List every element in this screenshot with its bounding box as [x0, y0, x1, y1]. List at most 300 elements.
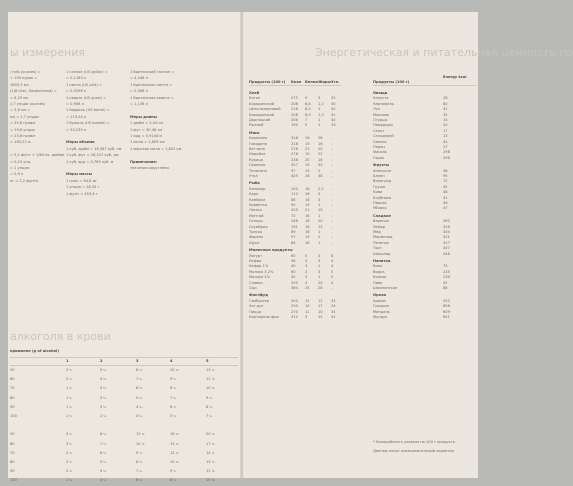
bac-cell: 10 ч. — [136, 441, 145, 446]
nutrition2-cell: Арахис — [373, 298, 387, 303]
bac-header: 3 — [136, 359, 139, 363]
nutrition2-cell: 235 — [443, 269, 450, 274]
bac-title: алкоголя в крови — [10, 330, 111, 343]
nutrition2-cell: Коньяк — [373, 275, 387, 280]
nutrition-cell: 205 — [291, 208, 298, 213]
bac-cell: 5 ч. — [136, 395, 143, 400]
nutrition-cell: 1 — [318, 213, 321, 218]
bac-cell: 7 ч. — [170, 395, 177, 400]
nutrition-cell: 1,3 — [318, 101, 324, 106]
bac-cell: 14 ч. — [206, 450, 215, 455]
nutrition-cell: 1 — [318, 264, 321, 269]
bac-cell: 2 ч. — [100, 414, 107, 418]
nutrition2-cell: 304 — [443, 230, 450, 234]
unit-line: мл = 1,7 унции — [10, 114, 39, 119]
nutrition-cell: Ветчина — [249, 147, 265, 151]
bac-cell: 9 ч. — [170, 377, 177, 382]
nutrition2-cell: Вино — [373, 264, 383, 269]
nutrition-cell: - — [331, 192, 333, 197]
nutrition2-cell: 46 — [443, 201, 448, 205]
nutrition-cell: 218 — [291, 141, 298, 146]
nutrition-cell: - — [331, 208, 333, 213]
nutrition-cell: 4 — [331, 280, 334, 285]
bac-cell: 3 ч. — [66, 432, 73, 437]
bac-cell: 80 — [10, 395, 15, 400]
nutrition2-cell: Апельсин — [373, 168, 392, 173]
nutrition-cell: 275 — [291, 96, 298, 101]
nutrition-cell: - — [331, 203, 333, 207]
nutrition-cell: 16 — [305, 230, 310, 234]
unit-line: 1 гран = 64,8 мг — [66, 178, 98, 183]
left-page — [8, 12, 243, 483]
bac-cell: 1 ч. — [66, 386, 73, 391]
nutrition2-cell: 14 — [443, 118, 448, 122]
unit-line: 1 баррель (US barrel) = — [66, 108, 110, 113]
nutrition-cell: 33 — [331, 123, 336, 128]
bac-cell: 7 ч. — [136, 377, 143, 382]
nutrition-cell: 5 — [305, 123, 308, 128]
unit-line: = 0,1183 л — [66, 76, 87, 81]
nutrition2-cell: 42 — [443, 280, 448, 285]
nutrition-cell: - — [331, 147, 333, 151]
nutrition2-cell: 321 — [443, 235, 450, 240]
nutrition-cell: 405 — [291, 174, 298, 178]
nutrition-cell: - — [331, 136, 333, 141]
nutrition2-cell: Сельдерей — [373, 134, 394, 139]
nutrition-cell: 33 — [318, 163, 323, 168]
bac-cell: 2 ч. — [66, 450, 73, 455]
nutrition2-cell: 47 — [443, 206, 448, 211]
nutrition2-header: Продукты (100 г) — [373, 80, 410, 84]
bac-cell: 20 ч. — [206, 432, 215, 437]
bac-cell: 6 ч. — [100, 450, 107, 455]
nutrition2-cell: 239 — [443, 275, 450, 280]
nutrition-cell: 69 — [291, 230, 296, 234]
nutrition2-section: Орехи — [373, 293, 386, 298]
nutrition-cell: 38 — [318, 174, 323, 178]
bac-cell: 11 ч. — [206, 469, 215, 474]
nutrition-cell: - — [331, 230, 333, 234]
nutrition-cell: 88 — [291, 197, 296, 202]
nutrition2-cell: Зефир — [373, 224, 386, 229]
nutrition-section: Фастфуд — [249, 293, 269, 298]
nutrition2-section: Фрукты — [373, 163, 390, 168]
bac-cell: 10 ч. — [170, 368, 179, 372]
nutrition-cell: 270 — [291, 309, 298, 314]
nutrition2-cell: Клубника — [373, 195, 392, 200]
nutrition-cell: 16 — [305, 174, 310, 178]
unit-line: = 0,568 л — [130, 89, 148, 94]
nutrition-cell: - — [331, 152, 333, 157]
nutrition-cell: Молоко 3,2% — [249, 269, 274, 274]
bac-cell: 8 ч. — [170, 386, 177, 391]
nutrition2-cell: 38 — [443, 168, 448, 173]
nutrition-cell: Сливки — [249, 280, 263, 285]
nutrition2-cell: 80 — [443, 101, 448, 106]
nutrition-cell: 19 — [305, 203, 310, 207]
footnote: * Калорийность указана на 100 г продукта — [373, 440, 455, 444]
bac-cell: 2 ч. — [66, 368, 73, 372]
nutrition2-cell: Персик — [373, 201, 387, 205]
nutrition-cell: 10 — [318, 309, 323, 314]
nutrition-cell: 41 — [331, 315, 336, 319]
nutrition-cell: 34 — [331, 309, 336, 314]
units-title: ы измерения — [10, 46, 85, 59]
nutrition-cell: 190 — [291, 123, 298, 128]
bac-cell: 2 ч. — [66, 377, 73, 382]
nutrition2-cell: 546 — [443, 251, 450, 256]
nutrition-cell: - — [331, 197, 333, 202]
nutrition-cell: 16 — [305, 136, 310, 141]
nutrition-cell: 360 — [291, 286, 298, 290]
nutrition2-cell: 609 — [443, 309, 450, 314]
unit-line: = 4,546 л — [130, 76, 148, 81]
unit-line: = 6,25 мл — [10, 95, 29, 100]
nutrition-cell: 25 — [305, 286, 310, 290]
nutrition-cell: 3 — [305, 259, 308, 263]
bac-cell: 8 ч. — [206, 404, 213, 409]
nutrition2-section: Напитки — [373, 259, 391, 263]
nutrition-header: Ккал — [291, 80, 302, 84]
unit-line: = 19,6 унции — [10, 127, 35, 132]
unit-line: 1 пинта (US pint) = — [66, 82, 102, 87]
nutrition-cell: - — [331, 213, 333, 218]
nutrition-cell: 40 — [291, 264, 296, 269]
unit-line: 1 кварта (US quart) = — [66, 95, 107, 100]
nutrition2-cell: Морковь — [373, 112, 390, 117]
nutrition-cell: 1 — [318, 240, 321, 245]
nutrition-cell: 3 — [318, 197, 321, 202]
nutrition-cell: 18 — [305, 224, 310, 229]
nutrition2-cell: 88 — [443, 286, 448, 290]
nutrition-cell: 52 — [331, 96, 336, 101]
unit-line: 1 куб. фут = 28,317 куб. дм — [66, 153, 119, 158]
nutrition2-cell: 407 — [443, 246, 450, 251]
nutrition-cell: 2,2 — [318, 186, 324, 191]
nutrition-cell: Минтай — [249, 213, 264, 218]
nutrition-cell: 28 — [318, 136, 323, 141]
nutrition2-cell: Капуста — [373, 96, 389, 101]
nutrition2-cell: 651 — [443, 315, 450, 319]
nutrition-cell: 28 — [318, 286, 323, 290]
nutrition-cell: - — [331, 141, 333, 146]
nutrition2-cell: Груша — [373, 184, 386, 189]
nutrition2-cell: Фасоль — [373, 150, 387, 155]
nutrition-cell: - — [331, 224, 333, 229]
nutrition-header: Белки — [305, 80, 318, 84]
unit-line: = 119,24 л — [66, 114, 87, 119]
nutrition2-cell: 42 — [443, 139, 448, 144]
table-rule — [10, 365, 238, 366]
nutrition-cell: Батон — [249, 96, 261, 101]
footnote: Данные носят ознакомительный характер — [373, 449, 454, 453]
nutrition2-cell: 48 — [443, 190, 448, 195]
nutrition2-cell: Шоколад — [373, 251, 391, 256]
unit-line: Меры объема — [66, 140, 95, 145]
nutrition-cell: Дарницкий — [249, 118, 271, 122]
nutrition-cell: Свинина — [249, 163, 266, 168]
nutrition-cell: 5 — [331, 275, 334, 280]
bac-cell: 4 ч. — [100, 478, 107, 483]
unit-line: 1 фут = 30,48 см — [130, 127, 163, 132]
nutrition-cell: - — [331, 157, 333, 162]
nutrition-cell: 15 — [318, 315, 323, 319]
nutrition-cell: 1 — [318, 203, 321, 207]
nutrition-cell: 18 — [305, 186, 310, 191]
nutrition2-cell: Водка — [373, 269, 385, 274]
bac-cell: 12 ч. — [170, 450, 179, 455]
bac-cell: 1 ч. — [66, 404, 73, 409]
unit-line: Меры длины — [130, 114, 157, 119]
nutrition-cell: - — [331, 163, 333, 168]
nutrition-cell: 3 — [318, 253, 321, 258]
unit-line: = 190 курок = — [10, 76, 38, 81]
nutrition-cell: 300 — [291, 298, 298, 303]
nutrition-cell: 95 — [291, 203, 296, 207]
bac-cell: 7 ч. — [100, 441, 107, 446]
nutrition2-cell: Пиво — [373, 280, 383, 285]
nutrition-cell: 3 — [318, 96, 321, 101]
bac-header: 1 — [66, 359, 69, 363]
bac-cell: 17 ч. — [206, 441, 215, 446]
nutrition-cell: 21 — [305, 208, 310, 213]
nutrition-cell: Говядина — [249, 141, 268, 146]
bac-cell: 1 ч. — [66, 478, 73, 483]
nutrition-cell: 205 — [291, 280, 298, 285]
nutrition-cell: 16 — [305, 197, 310, 202]
nutrition-cell: - — [331, 240, 333, 245]
nutrition-cell: 15 — [305, 298, 310, 303]
bac-cell: 4 ч. — [136, 414, 143, 418]
nutrition-cell: 4 — [331, 259, 334, 263]
nutrition2-cell: Салат — [373, 128, 385, 133]
nutrition-cell: 4 — [331, 264, 334, 269]
nutrition2-cell: Мармелад — [373, 235, 393, 240]
nutrition-cell: 1 — [318, 123, 321, 128]
nutrition-cell: Йогурт — [249, 253, 263, 258]
nutrition2-cell: Торт — [373, 246, 382, 251]
bac-cell: 90 — [10, 469, 15, 474]
nutrition2-cell: Яблоко — [373, 206, 387, 211]
nutrition2-cell: 13 — [443, 134, 448, 139]
nutrition-cell: Карп — [249, 192, 259, 197]
unit-line: = 0,0296 л — [66, 89, 87, 94]
nutrition2-section: Овощи — [373, 91, 388, 95]
nutrition-cell: 290 — [291, 304, 298, 309]
nutrition-cell: 97 — [291, 235, 296, 240]
nutrition-cell: Камбала — [249, 197, 266, 202]
bac-cell: 10 ч. — [170, 460, 179, 464]
bac-cell: 6 ч. — [170, 404, 177, 409]
nutrition-cell: 3 — [318, 269, 321, 274]
bac-cell: 10 ч. — [206, 386, 215, 391]
nutrition-cell: 1 — [318, 230, 321, 234]
unit-line: 1 британский галлон = — [130, 70, 175, 74]
nutrition2-cell: 262 — [443, 219, 450, 224]
bac-cell: 70 — [10, 450, 15, 455]
nutrition-cell: Утка — [249, 174, 258, 178]
nutrition-cell: 20 — [318, 219, 323, 224]
nutrition-cell: Хот-дог — [249, 304, 264, 309]
nutrition-cell: 17 — [318, 304, 323, 309]
unit-line: 1 куб. ярд = 0,765 куб. м — [66, 159, 114, 164]
nutrition-cell: 20 — [318, 147, 323, 151]
nutrition-cell: 42 — [331, 107, 336, 112]
nutrition-cell: - — [331, 168, 333, 173]
bac-cell: 50 — [10, 432, 15, 437]
nutrition-cell: 12 — [318, 298, 323, 303]
nutrition-cell: 20 — [318, 280, 323, 285]
nutrition-cell: 19 — [305, 168, 310, 173]
unit-line: / mils (ounces) = — [10, 70, 41, 74]
unit-line: 1 бушель (US bushel) = — [66, 121, 110, 126]
unit-line: 1 британская кварта = — [130, 95, 174, 100]
nutrition-cell: 18 — [305, 240, 310, 245]
unit-line: 1 галлон (US gallon) = — [66, 70, 108, 74]
unit-line: = 1,136 л — [130, 102, 148, 106]
nutrition-cell: 248 — [291, 219, 298, 224]
bac-cell: 12 ч. — [136, 432, 145, 437]
nutrition-cell: 24 — [331, 304, 336, 309]
nutrition-cell: - — [331, 235, 333, 240]
nutrition2-cell: Виноград — [373, 179, 392, 184]
nutrition-cell: 97 — [291, 168, 296, 173]
bac-cell: 10 ч. — [206, 478, 215, 483]
bac-caption: промилле (g of alcohol) — [10, 349, 59, 353]
nutrition2-cell: Помидоры — [373, 123, 393, 128]
nutrition-cell: 20 — [305, 157, 310, 162]
nutrition2-cell: Лук — [373, 107, 380, 112]
nutrition2-cell: 17 — [443, 128, 448, 133]
nutrition-cell: 60 — [291, 253, 296, 258]
unit-line: = 35,239 л — [66, 127, 87, 132]
bac-cell: 8 ч. — [136, 460, 143, 464]
unit-line: = 25,6 грамм — [10, 134, 36, 138]
bac-cell: 4 ч. — [100, 386, 107, 391]
unit-line: 1 миля = 1,609 км — [130, 140, 165, 145]
nutrition2-cell: 72 — [443, 179, 448, 184]
unit-line: значения округлены — [130, 166, 170, 170]
nutrition-cell: Скумбрия — [249, 224, 268, 229]
bac-cell: 90 — [10, 404, 15, 409]
bac-cell: 13 ч. — [206, 368, 215, 372]
nutrition-cell: Сельдь — [249, 219, 263, 224]
bac-cell: 5 ч. — [170, 414, 177, 418]
nutrition-cell: Сыр — [249, 286, 257, 290]
nutrition-cell: 191 — [291, 224, 298, 229]
bac-cell: 100 — [10, 478, 17, 483]
unit-line: 1605,3 мл — [10, 82, 29, 87]
nutrition2-cell: Перец — [373, 145, 385, 149]
nutrition2-cell: Печенье — [373, 240, 389, 245]
bac-cell: 5 ч. — [100, 460, 107, 464]
nutrition-cell: Цельнозерновой — [249, 107, 281, 112]
nutrition-header: Продукты (100 г) — [249, 80, 286, 84]
nutrition-cell: 40 — [331, 118, 336, 122]
right-page — [243, 12, 573, 478]
bac-cell: 70 — [10, 386, 15, 391]
unit-line: = 0,9 л — [10, 172, 24, 177]
bac-cell: 11 ч. — [206, 377, 215, 382]
bac-cell: 9 ч. — [170, 469, 177, 474]
bac-cell: 8 ч. — [170, 478, 177, 483]
nutrition-cell: 18 — [305, 219, 310, 224]
unit-line: 1 дюйм = 2,54 см — [130, 121, 164, 126]
nutrition-cell: 2 — [318, 235, 321, 240]
nutrition-cell: 16 — [305, 213, 310, 218]
bac-cell: 9 ч. — [206, 395, 213, 400]
nutrition-cell: 312 — [291, 315, 298, 319]
nutrition-cell: 19 — [305, 152, 310, 157]
table-rule — [373, 85, 477, 86]
nutrition-cell: 8 — [331, 253, 334, 258]
unit-line: = 5,1 фунт + 1/64 ex. дюйма — [10, 153, 65, 158]
nutrition-cell: Форель — [249, 235, 264, 240]
nutrition-cell: Креветки — [249, 203, 267, 207]
bac-cell: 16 ч. — [170, 432, 179, 437]
bac-cell: 2 ч. — [66, 460, 73, 464]
bac-cell: 1 ч. — [66, 414, 73, 418]
nutrition2-cell: 552 — [443, 298, 450, 303]
nutrition2-cell: Варенье — [373, 219, 389, 224]
nutrition-cell: 10 — [305, 304, 310, 309]
table-rule — [10, 357, 238, 358]
nutrition-cell: 41 — [331, 112, 336, 117]
nutrition2-cell: Огурцы — [373, 118, 388, 122]
bac-cell: 3 ч. — [100, 404, 107, 409]
nutrition-cell: Гамбургер — [249, 298, 270, 303]
bac-cell: 6 ч. — [136, 478, 143, 483]
nutrition-cell: 16 — [305, 192, 310, 197]
unit-line: кг = 2,2 фунта — [10, 178, 39, 183]
nutrition-cell: 5 — [318, 192, 321, 197]
bac-cell: 60 — [10, 441, 15, 446]
unit-line: Меры массы — [66, 172, 92, 177]
bac-cell: 9 ч. — [136, 450, 143, 455]
bac-cell: 4 ч. — [100, 377, 107, 382]
bac-cell: 5 ч. — [100, 368, 107, 372]
nutrition-cell: 2 — [318, 168, 321, 173]
nutrition2-cell: 298 — [443, 150, 450, 155]
nutrition-header: Жиры — [318, 80, 331, 84]
unit-line: = 1 унция — [10, 166, 30, 170]
nutrition-cell: 3 — [305, 275, 308, 280]
nutrition-cell: Картофель фри — [249, 315, 279, 319]
nutrition2-cell: 35 — [443, 112, 448, 117]
nutrition2-cell: Фундук — [373, 315, 388, 319]
nutrition-cell: 84 — [291, 240, 296, 245]
nutrition-cell: Молоко 1% — [249, 275, 271, 280]
nutrition-cell: 238 — [291, 157, 298, 162]
nutrition-cell: 16 — [318, 141, 323, 146]
nutrition-cell: Треска — [249, 230, 263, 234]
nutrition-cell: Бородинский — [249, 112, 275, 117]
nutrition2-cell: 95 — [443, 174, 448, 178]
unit-line: = 185,22 м — [10, 140, 31, 145]
nutrition-cell: 19 — [305, 141, 310, 146]
table-rule — [249, 85, 341, 86]
nutrition-cell: 100 — [291, 186, 298, 191]
unit-line: (1/8 Liter, Deutschland) = — [10, 89, 57, 94]
nutrition-cell: 72 — [291, 213, 296, 218]
unit-line: = 0,15 унц. — [10, 159, 32, 164]
nutrition-cell: 278 — [291, 147, 298, 151]
nutrition-cell: 18 — [318, 157, 323, 162]
unit-line: = 3,8 мл = — [10, 108, 31, 113]
unit-line: Примечание: — [130, 159, 158, 164]
nutrition-cell: 1 — [318, 107, 321, 112]
unit-line: 1 ярд = 0,9144 м — [130, 134, 163, 138]
